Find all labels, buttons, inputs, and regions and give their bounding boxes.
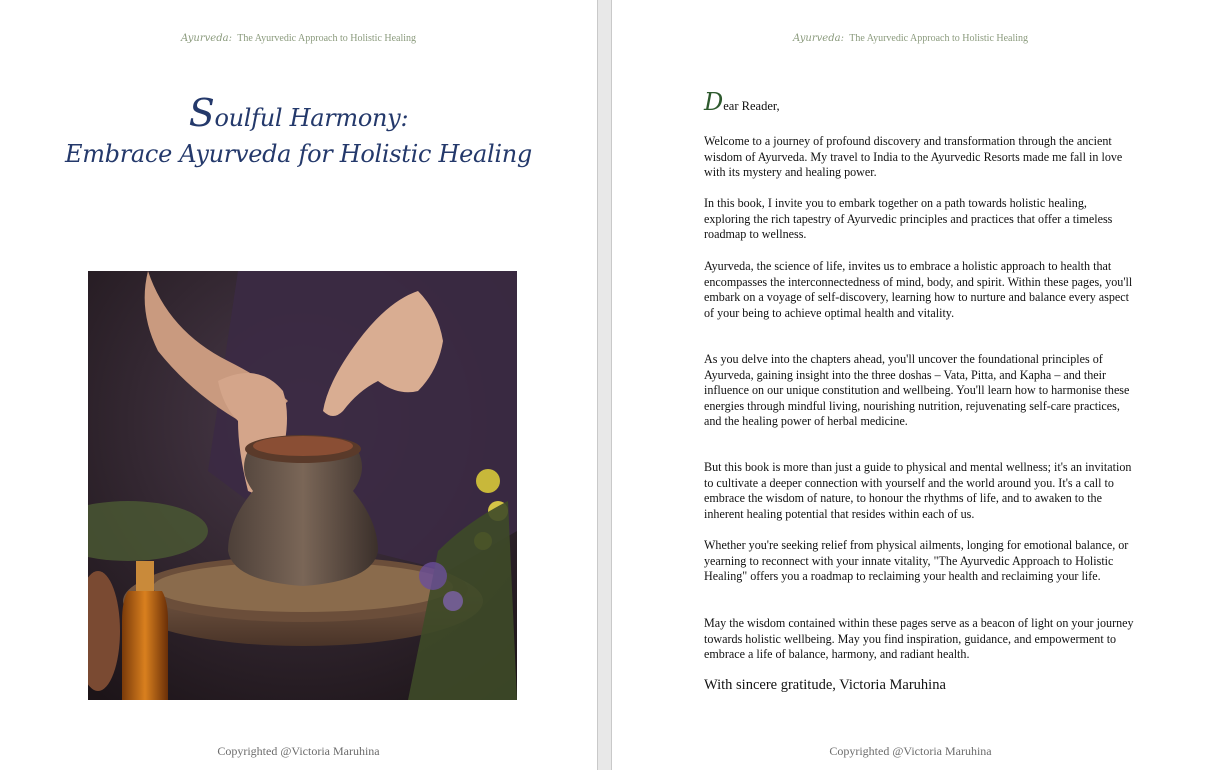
title-line-2: Embrace Ayurveda for Holistic Healing: [65, 140, 532, 168]
salutation-drop-cap: D: [704, 88, 724, 116]
paragraph-7: May the wisdom contained within these pages serve as a beacon of light on your journey towards holistic wellbeing. May you find inspiration, guidance, and empowerment to embrace a life of balance, harmony, and radiant health.: [704, 616, 1134, 661]
paragraph-2: In this book, I invite you to embark together on a path towards holistic healing, exploring the rich tapestry of Ayurvedic principles and practices that offer a timeless roadmap to wellness.: [704, 196, 1113, 241]
salutation: [704, 88, 780, 116]
page-footer-left: Copyrighted @Victoria Maruhina: [217, 744, 380, 758]
header-script-word: Ayurveda:: [180, 33, 232, 44]
paragraph-3: Ayurveda, the science of life, invites us to embrace a holistic approach to health that encompasses the interconnectedness of mind, body, and spirit. Within these pages, you'll embark on a voyage of self-discovery, learning how to nurture and balance every aspect of your being to achieve optimal health and vitality.: [704, 259, 1133, 320]
paragraph-4: As you delve into the chapters ahead, you'll uncover the foundational principles of Ayurveda, gaining insight into the three doshas – Vata, Pitta, and Kapha – and their influence on our unique constitution and wellbeing. You'll learn how to harmonise these energies through mindful living, nourishing nutrition, rejuvenating self-care practices, and the healing power of herbal medicine.: [704, 352, 1130, 428]
book-title: [0, 91, 597, 172]
salutation-rest: ear Reader,: [723, 99, 780, 113]
title-line-1-rest: oulful Harmony:: [214, 104, 409, 132]
title-drop-cap: S: [188, 91, 215, 135]
page-gutter: [597, 0, 612, 770]
cover-photo: [88, 271, 517, 700]
mortar-pestle-illustration: [88, 271, 517, 700]
header-script-word-right: Ayurveda:: [792, 33, 844, 44]
paragraph-1: Welcome to a journey of profound discovery and transformation through the ancient wisdom of Ayurveda. My travel to India to the Ayurvedic Resorts made me fall in love with its mystery and healing power.: [704, 134, 1123, 179]
page-footer-right: Copyrighted @Victoria Maruhina: [829, 744, 992, 758]
header-subtitle-right: The Ayurvedic Approach to Holistic Healing: [849, 33, 1029, 44]
running-header: [0, 33, 597, 44]
paragraph-6: Whether you're seeking relief from physical ailments, longing for emotional balance, or yearning to reconnect with your innate vitality, "The Ayurvedic Approach to Holistic Healing" offers you a roadmap to reclaiming your health and reclaiming your life.: [704, 538, 1129, 583]
signoff: With sincere gratitude, Victoria Maruhina: [704, 677, 946, 693]
title-line-1: [0, 91, 597, 136]
paragraph-5: But this book is more than just a guide to physical and mental wellness; it's an invitation to cultivate a deeper connection with yourself and the world around you. It's a call to embrace the wisdom of nature, to honour the rhythms of life, and to awaken to the inherent healing potential that resides within each of us.: [704, 460, 1132, 521]
running-header-right: [612, 33, 1209, 44]
left-page: [0, 0, 597, 770]
right-page: [612, 0, 1209, 770]
header-subtitle: The Ayurvedic Approach to Holistic Healing: [237, 33, 417, 44]
